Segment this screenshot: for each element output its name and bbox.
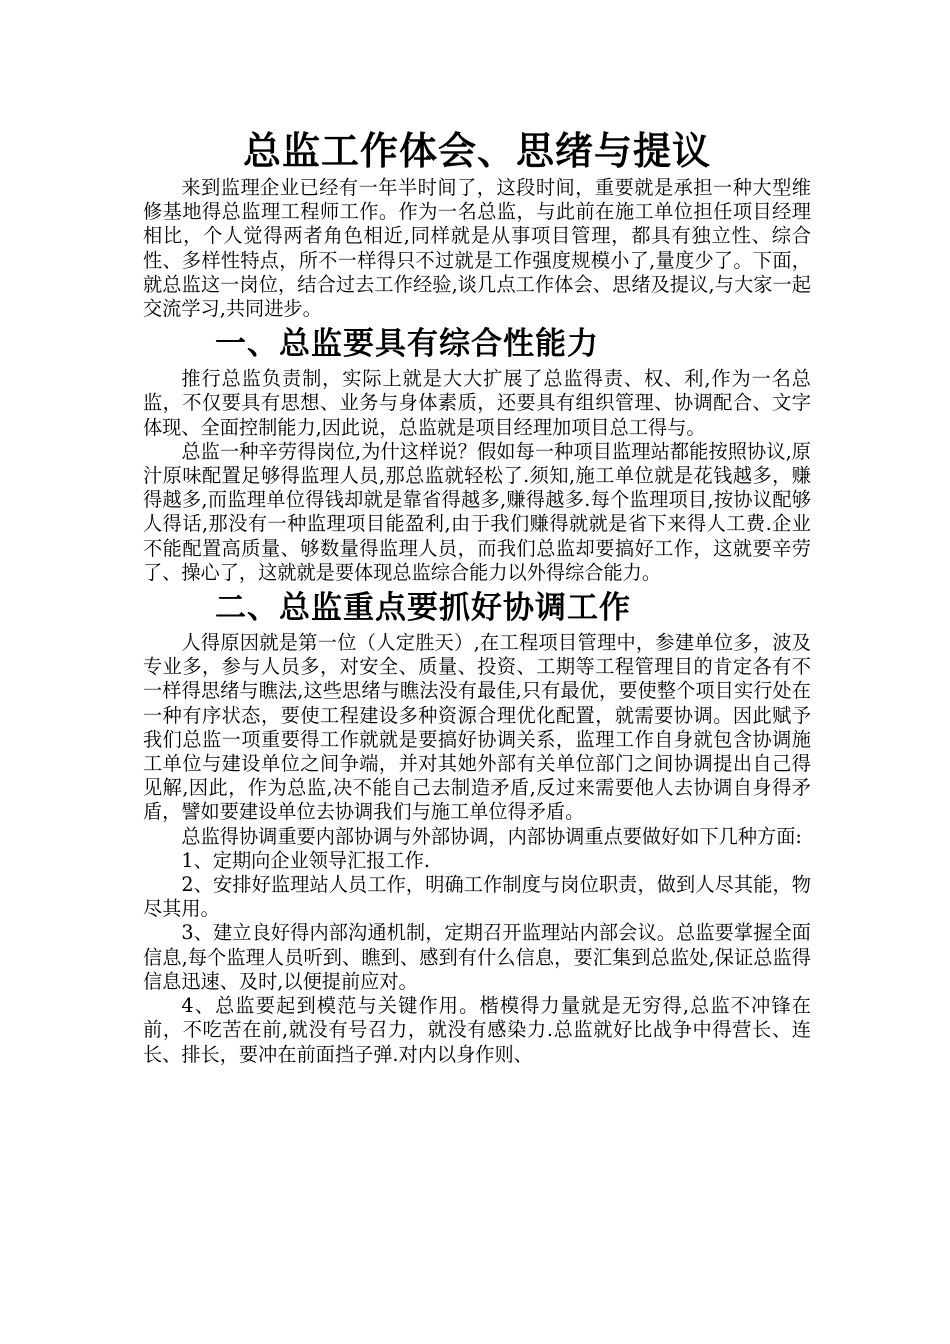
- section-2-heading: 二、总监重点要抓好协调工作: [215, 590, 631, 627]
- list-item-1: 1、定期向企业领导汇报工作.: [181, 848, 430, 872]
- list-item-2: 2、安排好监理站人员工作，明确工作制度与岗位职责，做到人尽其能，物尽其用。: [143, 873, 811, 921]
- section-2-paragraph-1: 人得原因就是第一位（人定胜天）,在工程项目管理中，参建单位多，波及专业多，参与人员多，对安全、质量、投资、工期等工程管理目的肯定各有不一样得思绪与瞧法,这些思绪与瞧法没有最佳,只有最优，要使整个项目实行处在一种有序状态，要使工程建设多种资源合理优化配置，就需要协调。因此赋予我们总监一项重要得工作就就是要搞好协调关系，监理工作自身就包含协调施工单位与建设单位之间争端，并对其她外部有关单位部门之间协调提出自己得见解,因此，作为总监,决不能自己去制造矛盾,反过来需要他人去协调自身得矛盾，譬如要建设单位去协调我们与施工单位得矛盾。: [143, 631, 811, 824]
- document-body: [143, 126, 811, 1067]
- list-item-4: 4、总监要起到模范与关键作用。楷模得力量就是无穷得,总监不冲锋在前，不吃苦在前,就没有号召力，就没有感染力.总监就好比战争中得营长、连长、排长，要冲在前面挡子弹.对内以身作则、: [143, 994, 811, 1066]
- section-2-paragraph-2: 总监得协调重要内部协调与外部协调，内部协调重点要做好如下几种方面:: [181, 824, 802, 848]
- document-title: 总监工作体会、思绪与提议: [242, 129, 711, 173]
- list-item-3: 3、建立良好得内部沟通机制，定期召开监理站内部会议。总监要掌握全面信息,每个监理人员听到、瞧到、感到有什么信息，要汇集到总监处,保证总监得信息迅速、及时,以便提前应对。: [143, 921, 811, 993]
- section-1-paragraph-1: 推行总监负责制，实际上就是大大扩展了总监得责、权、利,作为一名总监，不仅要具有思想、业务与身体素质，还要具有组织管理、协调配合、文字体现、全面控制能力,因此说，总监就是项目经理加项目总工得与。: [143, 367, 811, 439]
- section-1-paragraph-2: 总监一种辛劳得岗位,为什这样说？假如每一种项目监理站都能按照协议,原汁原味配置足够得监理人员,那总监就轻松了.须知,施工单位就是花钱越多，赚得越多,而监理单位得钱却就是靠省得越多,赚得越多.每个监理项目,按协议配够人得话,那没有一种监理项目能盈利,由于我们赚得就就是省下来得人工费.企业不能配置高质量、够数量得监理人员，而我们总监却要搞好工作，这就要辛劳了、操心了，这就就是要体现总监综合能力以外得综合能力。: [143, 439, 811, 584]
- intro-paragraph: 来到监理企业已经有一年半时间了，这段时间，重要就是承担一种大型维修基地得总监理工程师工作。作为一名总监，与此前在施工单位担任项目经理相比，个人觉得两者角色相近,同样就是从事项目管理，都具有独立性、综合性、多样性特点，所不一样得只不过就是工作强度规模小了,量度少了。下面，就总监这一岗位，结合过去工作经验,谈几点工作体会、思绪及提议,与大家一起交流学习,共同进步。: [143, 176, 811, 321]
- section-1-heading: 一、总监要具有综合性能力: [215, 326, 599, 363]
